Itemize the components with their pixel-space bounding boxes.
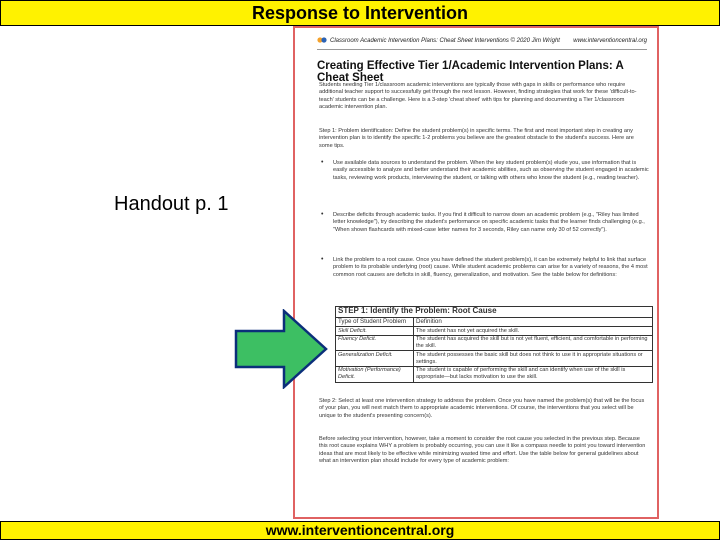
table-row — [336, 366, 653, 382]
slide-title: Response to Intervention — [0, 0, 720, 26]
bullet-marker: • — [321, 211, 324, 218]
step2-paragraph: Step 2: Select at least one intervention strategy to address the problem. Once you have named the problem(s) that will be the focus of your plan, you will next match them to appropriate academic interventions. Of course, the interventions that you select will be unique to the student's presenting concern(s). — [319, 398, 645, 419]
closing-paragraph: Before selecting your intervention, however, take a moment to consider the root cause you selected in the previous step. Because this root cause explains WHY a problem is probably occurring, you can use it like a compass needle to point you toward intervention ideas that are most likely to be effective while minimizing wasted time and effort. Use the table below for general guidelines about what an intervention plan should include for every type of academic problem: — [319, 436, 646, 465]
intervention-central-logo-icon — [317, 35, 327, 45]
table-header: Definition — [414, 318, 653, 327]
root-cause-table — [335, 306, 653, 383]
step1-paragraph: Step 1: Problem identification: Define the student problem(s) in specific terms. The first and most important step in creating any intervention plan is to identify the specific 1-2 problems you believe are the greatest obstacle to the student's success. Here are some tips. — [319, 128, 634, 149]
handout-page-label: Handout p. 1 — [114, 193, 229, 215]
table-row — [336, 351, 653, 367]
table-cell: Motivation (Performance) Deficit. — [336, 366, 414, 382]
handout-header-text: Classroom Academic Intervention Plans: Cheat Sheet Interventions © 2020 Jim Wright — [330, 38, 560, 44]
table-row — [336, 327, 653, 336]
handout-header — [317, 34, 647, 48]
header-divider — [317, 49, 647, 50]
table-row — [336, 335, 653, 351]
table-cell: The student possesses the basic skill but does not think to use it in appropriate situations or settings. — [414, 351, 653, 367]
footer-url: www.interventioncentral.org — [0, 521, 720, 540]
table-header: Type of Student Problem — [336, 318, 414, 327]
handout-header-url: www.interventioncentral.org — [573, 38, 647, 44]
bullet-item-1: Use available data sources to understand the problem. When the key student problem(s) elude you, use information that is easily accessible to analyze and better understand their academic abilities, such as observing the student engaged in academic tasks, reviewing work products, interviewing the student, or talking with others who know the student (e.g., reading teacher). — [333, 160, 649, 181]
table-cell: The student has acquired the skill but is not yet fluent, efficient, and comfortable in performing the skill. — [414, 335, 653, 351]
arrow-right-icon — [234, 309, 328, 389]
handout-image — [293, 26, 659, 519]
bullet-marker: • — [321, 256, 324, 263]
table-cell: Generalization Deficit. — [336, 351, 414, 367]
bullet-item-2: Describe deficits through academic tasks. If you find it difficult to narrow down an academic problem (e.g., "Riley has limited letter knowledge"), try describing the student's performance on specific academic tasks that the learner finds challenging (e.g., "When shown flashcards with mixed-case letter names for 3 seconds, Riley can name only 30 of 52 correctly"). — [333, 212, 645, 233]
table-caption: STEP 1: Identify the Problem: Root Cause — [336, 307, 653, 318]
table-cell: The student is capable of performing the skill and can identify when use of the skill is appropriate—but lacks motivation to use the skill. — [414, 366, 653, 382]
intro-paragraph: Students needing Tier 1/classroom academic interventions are typically those with gaps in skills or performance who require additional teacher support to successfully get through the next lesson. However, finding strategies that work for these 'difficult-to-teach' students can be a challenge. Here is a 3-step 'cheat sheet' with tips for planning and documenting a Tier 1/classroom academic intervention plan. — [319, 82, 637, 111]
handout-title: Creating Effective Tier 1/Academic Intervention Plans: A Cheat Sheet — [317, 60, 624, 84]
bullet-item-3: Link the problem to a root cause. Once you have defined the student problem(s), it can be extremely helpful to link that surface problem to its probable underlying (root) cause. While student academic problems can arise for a variety of reasons, the 4 most common root causes are deficits in skill, fluency, generalization, and motivation. See the table below for definitions: — [333, 257, 648, 278]
bullet-marker: • — [321, 159, 324, 166]
table-cell: Skill Deficit. — [336, 327, 414, 336]
table-cell: Fluency Deficit. — [336, 335, 414, 351]
table-cell: The student has not yet acquired the skill. — [414, 327, 653, 336]
